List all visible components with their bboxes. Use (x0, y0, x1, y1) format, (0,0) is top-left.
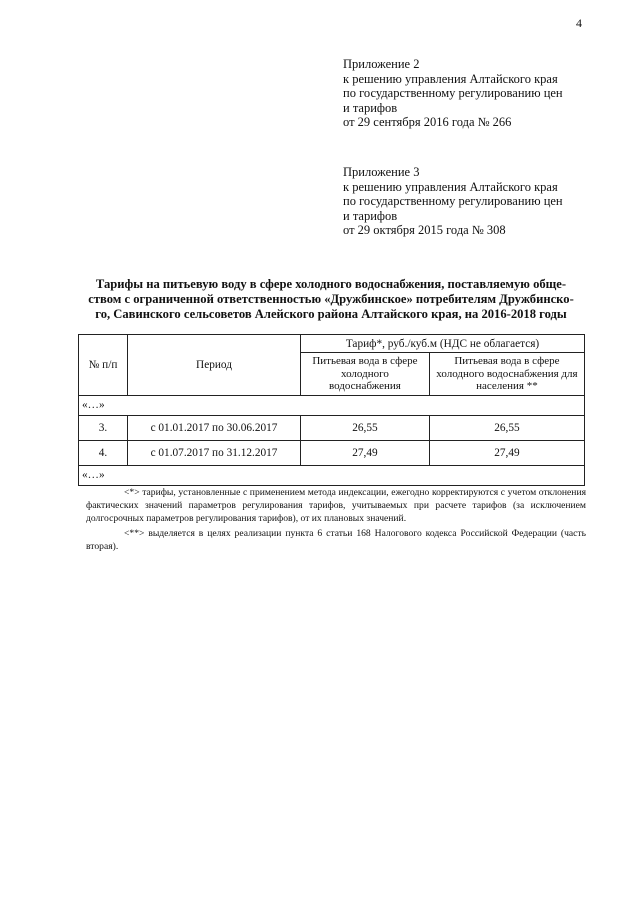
table-header-row (79, 335, 585, 353)
title-line: го, Савинского сельсоветов Алейского района Алтайского края, на 2016-2018 годы (95, 307, 567, 322)
appendix-line: и тарифов (343, 208, 398, 223)
title-line: Тарифы на питьевую воду в сфере холодного водоснабжения, поставляемую обще- (95, 277, 567, 291)
table-row-ellipsis (79, 395, 585, 415)
row-tariff-2: 27,49 (429, 440, 584, 465)
ellipsis-cell: «…» (79, 395, 585, 415)
document-title (78, 277, 584, 323)
header-period: Период (128, 335, 301, 396)
appendix-line: по государственному регулированию цен (343, 86, 563, 100)
row-period: с 01.07.2017 по 31.12.2017 (128, 440, 301, 465)
subheader-drinking-water: Питьевая вода в сфере холодного водоснабжения (301, 353, 430, 396)
table-row (79, 440, 585, 465)
appendix-3-header (343, 165, 563, 238)
row-period: с 01.01.2017 по 30.06.2017 (128, 415, 301, 440)
appendix-line: Приложение 2 (343, 57, 420, 71)
row-tariff-1: 27,49 (301, 440, 430, 465)
row-number: 4. (79, 440, 128, 465)
ellipsis-cell: «…» (79, 465, 585, 485)
appendix-line: от 29 октября 2015 года № 308 (343, 223, 506, 237)
footnote-1: <*> тарифы, установленные с применением метода индексации, ежегодно корректируются с учетом отклонения фактических значений параметров регулирования тарифов, учитываемых при расчете тарифов (за исключением долгосрочных параметров регулирования тарифов), от их плановых значений. (86, 487, 586, 525)
subheader-drinking-water-population: Питьевая вода в сфере холодного водоснабжения для населения ** (429, 353, 584, 396)
title-line: ством с ограниченной ответственностью «Дружбинское» потребителям Дружбинско- (88, 292, 574, 307)
header-tariff: Тариф*, руб./куб.м (НДС не облагается) (301, 335, 585, 353)
row-number: 3. (79, 415, 128, 440)
appendix-line: по государственному регулированию цен (343, 194, 563, 208)
appendix-2-header (343, 57, 563, 130)
page-number: 4 (576, 16, 582, 30)
table-row-ellipsis (79, 465, 585, 485)
appendix-line: Приложение 3 (343, 165, 420, 179)
footnote-2: <**> выделяется в целях реализации пункта 6 статьи 168 Налогового кодекса Российской Федерации (часть вторая). (86, 528, 586, 553)
header-number: № п/п (79, 335, 128, 396)
row-tariff-2: 26,55 (429, 415, 584, 440)
appendix-line: от 29 сентября 2016 года № 266 (343, 115, 512, 129)
row-tariff-1: 26,55 (301, 415, 430, 440)
table-row (79, 415, 585, 440)
appendix-line: к решению управления Алтайского края (343, 71, 558, 86)
tariff-table (78, 334, 585, 486)
appendix-line: к решению управления Алтайского края (343, 179, 558, 194)
appendix-line: и тарифов (343, 100, 398, 115)
footnotes (86, 486, 586, 555)
